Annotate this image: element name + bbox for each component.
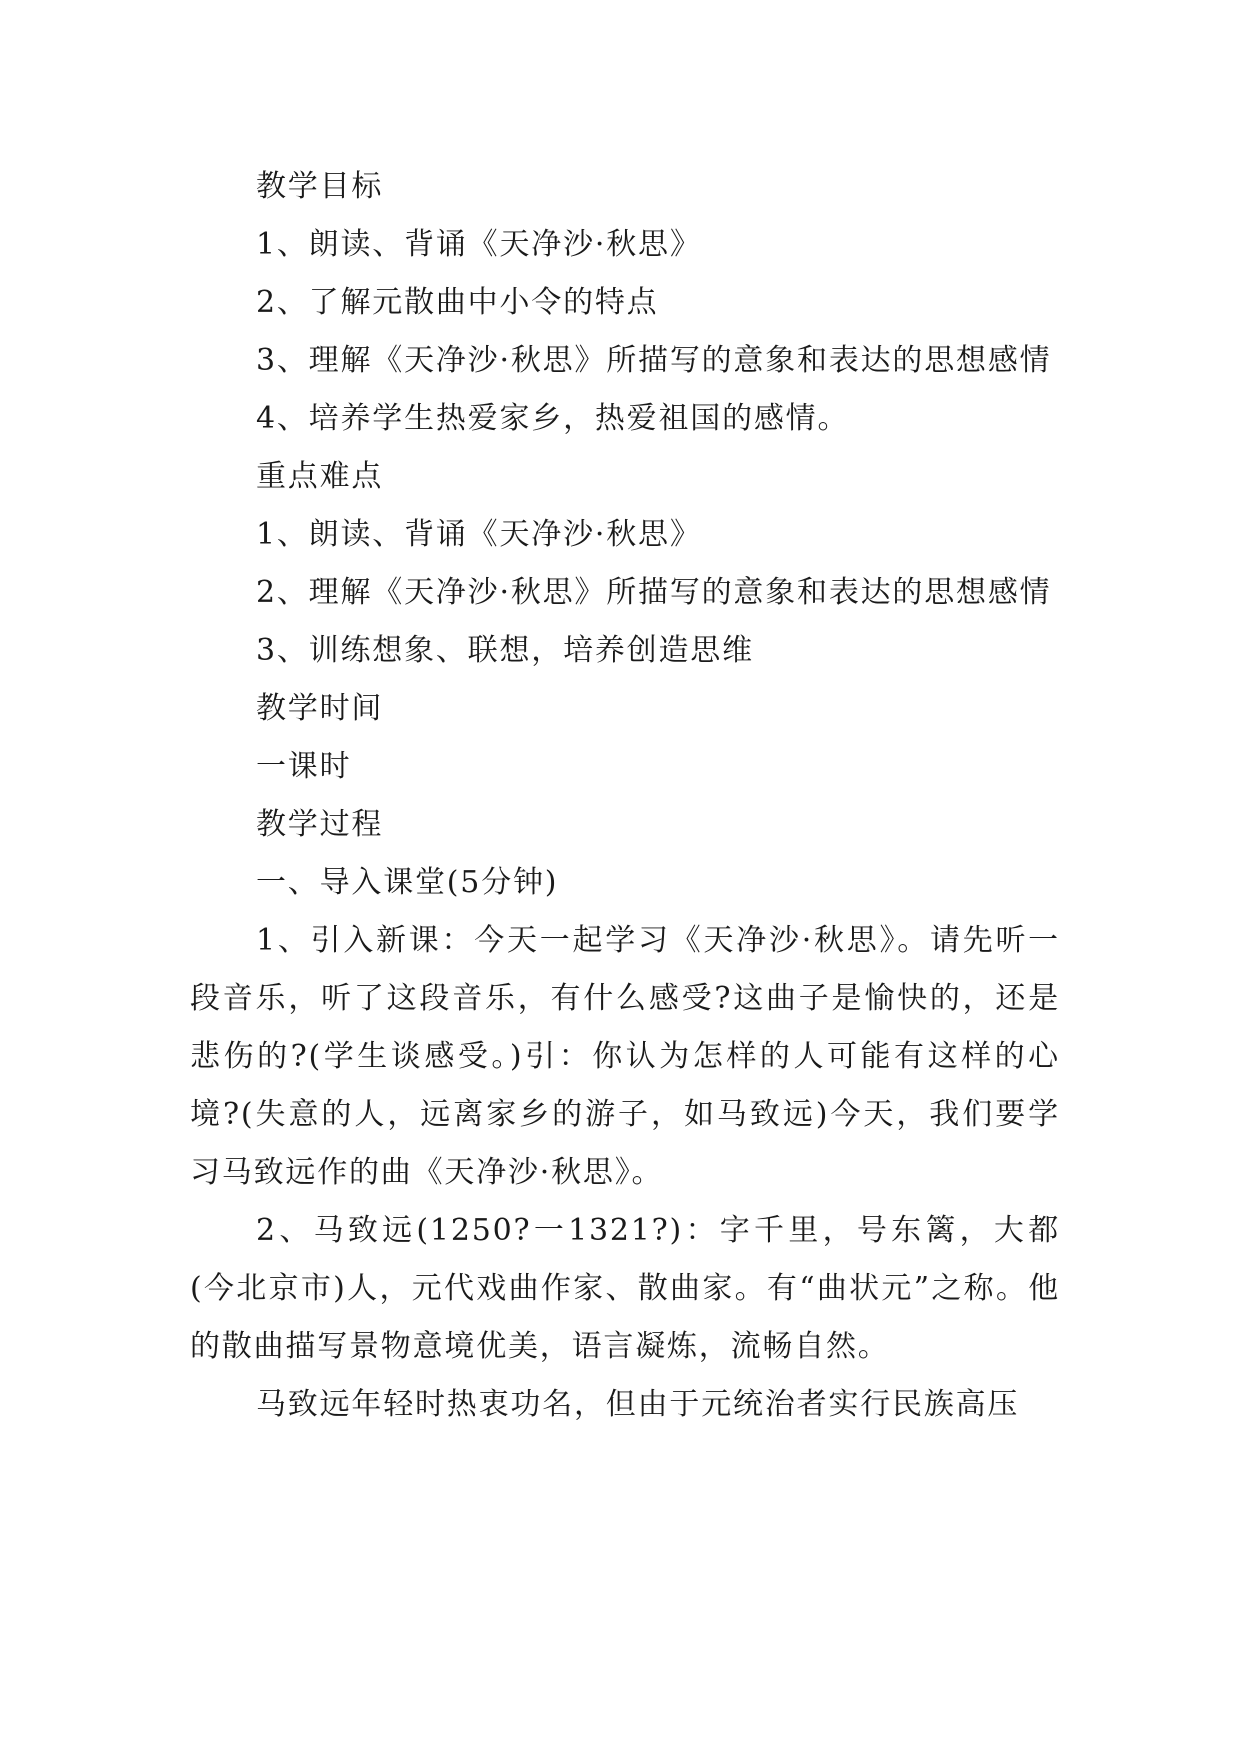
process-step-1: 一、导入课堂(5分钟) (256, 865, 559, 900)
process-paragraph-intro: 1、引入新课：今天一起学习《天净沙·秋思》。请先听一段音乐，听了这段音乐，有什么感受?这曲子是愉快的，还是悲伤的?(学生谈感受。)引：你认为怎样的人可能有这样的心境?(失意的人，远离家乡的游子，如马致远)今天，我们要学习马致远作的曲《天净沙·秋思》。 (190, 923, 1060, 1190)
key-point-1: 1、朗读、背诵《天净沙·秋思》 (256, 517, 702, 552)
document-body (190, 158, 1060, 1434)
goal-item-4: 4、培养学生热爱家乡，热爱祖国的感情。 (256, 401, 850, 436)
heading-teaching-goals: 教学目标 (256, 169, 384, 204)
process-paragraph-background: 马致远年轻时热衷功名，但由于元统治者实行民族高压 (256, 1387, 1020, 1422)
key-point-3: 3、训练想象、联想，培养创造思维 (256, 633, 754, 668)
key-point-2: 2、理解《天净沙·秋思》所描写的意象和表达的思想感情 (256, 575, 1052, 610)
heading-teaching-process: 教学过程 (256, 807, 384, 842)
goal-item-1: 1、朗读、背诵《天净沙·秋思》 (256, 227, 702, 262)
heading-key-points: 重点难点 (256, 459, 384, 494)
goal-item-3: 3、理解《天净沙·秋思》所描写的意象和表达的思想感情 (256, 343, 1052, 378)
process-paragraph-author: 2、马致远(1250?一1321?)：字千里，号东篱，大都(今北京市)人，元代戏曲作家、散曲家。有“曲状元”之称。他的散曲描写景物意境优美，语言凝炼，流畅自然。 (190, 1213, 1060, 1364)
goal-item-2: 2、了解元散曲中小令的特点 (256, 285, 659, 320)
teaching-time-value: 一课时 (256, 749, 352, 784)
heading-teaching-time: 教学时间 (256, 691, 384, 726)
